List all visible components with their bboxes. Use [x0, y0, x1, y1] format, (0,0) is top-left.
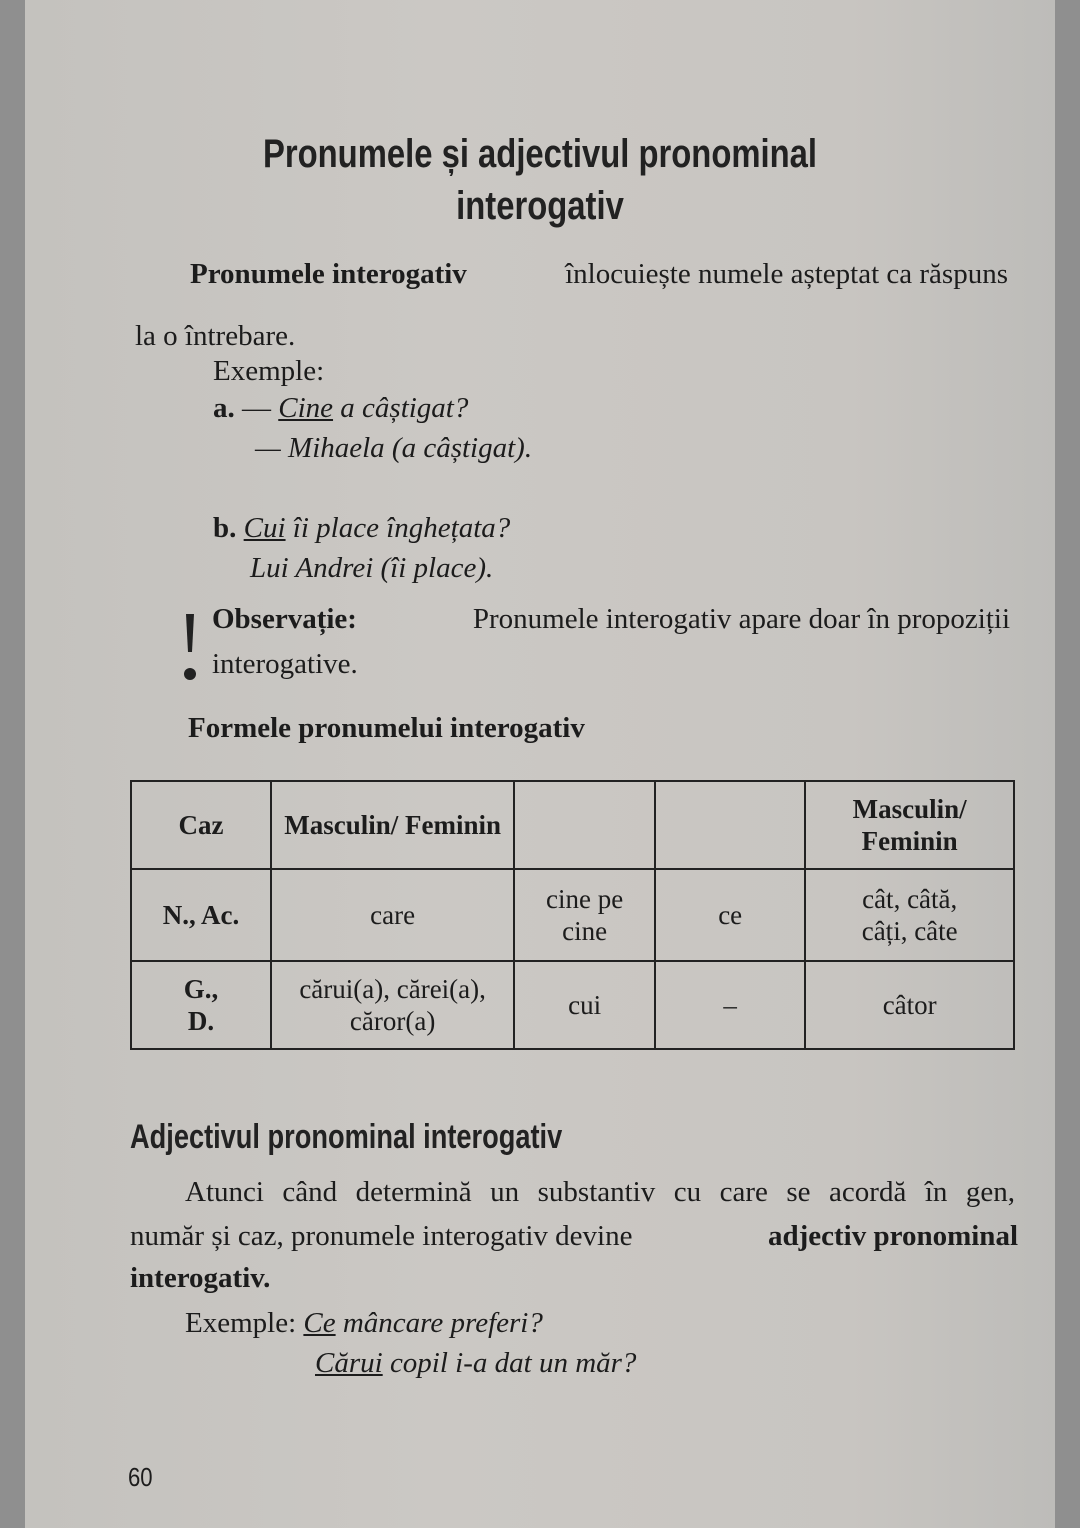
table-header: Masculin/ Feminin: [271, 781, 514, 869]
page-number: 60: [128, 1462, 153, 1492]
observation-text: Pronumele interogativ apare doar în propoziții: [472, 603, 1010, 635]
example-b-answer-text: Lui Andrei (îi place).: [250, 552, 494, 584]
example-b-answer: [250, 552, 493, 585]
example-a-rest: a câștigat?: [340, 392, 469, 424]
forms-heading: [188, 712, 585, 745]
dash: —: [242, 392, 271, 424]
table-header: [514, 781, 655, 869]
example-b-pronoun: Cui: [243, 512, 286, 544]
table-header: [655, 781, 805, 869]
page-title-line1: Pronumele și adjectivul pronominal: [262, 132, 818, 176]
example-b-rest: îi place înghețata?: [292, 512, 511, 544]
table-cell: care: [271, 869, 514, 961]
definition-term: Pronumele interogativ: [190, 258, 467, 290]
table-cell: câtor: [805, 961, 1014, 1049]
page-title-line2: interogativ: [456, 184, 624, 228]
observation-label: Observație:: [212, 603, 357, 635]
table-row: [131, 869, 1014, 961]
adjective-example-1-word: Ce: [303, 1307, 336, 1339]
adjective-text-line1: Atunci când determină un substantiv cu care se acordă în gen,: [185, 1176, 1015, 1208]
table-cell: cine pe cine: [514, 869, 655, 961]
forms-heading-text: Formele pronumelui interogativ: [188, 712, 585, 744]
definition-line2: la o întrebare.: [135, 320, 296, 352]
table-cell: cât, câtă, câți, câte: [805, 869, 1014, 961]
book-page: [25, 0, 1055, 1528]
adjective-examples-label: Exemple:: [185, 1307, 297, 1339]
definition-line1: [190, 258, 1008, 291]
example-a-answer-text: — Mihaela (a câștigat).: [255, 432, 533, 464]
table-cell: –: [655, 961, 805, 1049]
table-cell: N., Ac.: [131, 869, 271, 961]
adjective-term: adjectiv pronominal: [768, 1220, 1018, 1252]
adjective-example-2-rest: copil i-a dat un măr?: [389, 1347, 637, 1379]
table-cell: G., D.: [131, 961, 271, 1049]
example-a-question: [213, 392, 468, 425]
observation-line1: [212, 603, 1010, 636]
table-cell: cui: [514, 961, 655, 1049]
table-cell: ce: [655, 869, 805, 961]
table-row: [131, 961, 1014, 1049]
adjective-text-plain: număr și caz, pronumele interogativ devine: [130, 1220, 633, 1252]
adjective-text-line3: [130, 1262, 270, 1295]
example-a-answer: [255, 432, 532, 465]
example-b-question: [213, 512, 510, 545]
adjective-example-2: [315, 1347, 636, 1380]
definition-text: înlocuiește numele așteptat ca răspuns: [565, 258, 1008, 290]
adjective-example-1: [185, 1307, 543, 1340]
adjective-heading: Adjectivul pronominal interogativ: [130, 1118, 563, 1156]
forms-table: [130, 780, 1015, 1050]
adjective-text-line2: [130, 1220, 1018, 1253]
exclamation-icon: [183, 612, 197, 682]
adjective-term-end: interogativ.: [130, 1262, 271, 1294]
example-b-marker: b.: [213, 512, 237, 544]
example-a-pronoun: Cine: [278, 392, 334, 424]
observation-line2: interogative.: [212, 648, 358, 680]
examples-label: Exemple:: [213, 355, 325, 387]
table-header: Masculin/ Feminin: [805, 781, 1014, 869]
adjective-example-1-rest: mâncare preferi?: [342, 1307, 543, 1339]
example-a-marker: a.: [213, 392, 235, 424]
table-header: Caz: [131, 781, 271, 869]
table-header-row: [131, 781, 1014, 869]
table-cell: cărui(a), cărei(a), căror(a): [271, 961, 514, 1049]
adjective-example-2-word: Cărui: [315, 1347, 383, 1379]
